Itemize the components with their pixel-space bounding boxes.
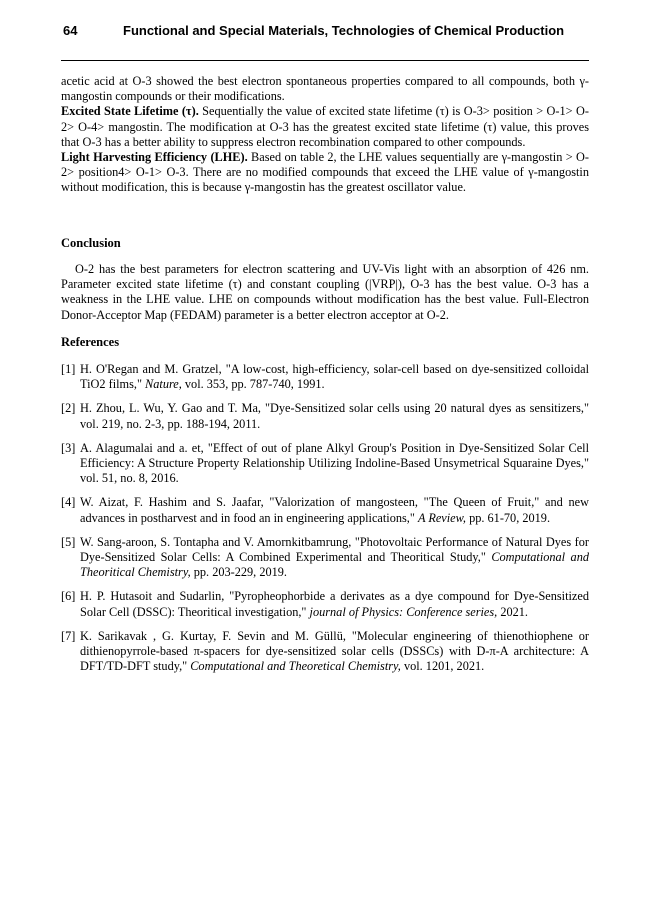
- reference-item: [61, 441, 589, 487]
- reference-number: [1]: [61, 362, 76, 376]
- page-number: 64: [63, 23, 78, 38]
- results-section: [61, 74, 589, 196]
- reference-number: [4]: [61, 495, 76, 510]
- reference-text: H. P. Hutasoit and Sudarlin, "Pyropheophorbide a derivates as a dye compound for Dye-Sensitized Solar Cell (DSSC): Theoritical investigation,": [80, 589, 589, 619]
- excited-state-text: Sequentially the value of excited state lifetime (τ) is O-3> position > O-1> O-2> O-4> mangostin. The modification at O-3 has the greatest excited state lifetime (τ) value, this proves that O-3 has a better ability to suppress electron recombination compared to other compounds.: [61, 104, 589, 149]
- reference-details: vol. 353, pp. 787-740, 1991.: [181, 377, 325, 392]
- header-rule: [61, 60, 589, 61]
- reference-venue: Computational and Theoritical Chemistry,: [80, 550, 589, 580]
- reference-number: [7]: [61, 628, 76, 643]
- conclusion-heading: Conclusion: [61, 236, 121, 250]
- lhe-title: Light Harvesting Efficiency (LHE).: [61, 150, 248, 165]
- reference-venue: journal of Physics: Conference series,: [309, 604, 498, 619]
- conclusion-paragraph: O-2 has the best parameters for electron scattering and UV-Vis light with an absorption of 426 nm. Parameter excited state lifetime (τ) and constant coupling (|VRP|), O-3 has the best value. O-3 has a weakness in the LHE value. LHE on compounds without modification has the best value. Full-Electron Donor-Acceptor Map (FEDAM) parameter is a better electron acceptor at O-2.: [61, 262, 589, 322]
- reference-details: vol. 1201, 2021.: [400, 659, 485, 674]
- intro-paragraph: acetic acid at O-3 showed the best electron spontaneous properties compared to all compounds, both γ-mangostin compounds or their modifications.: [61, 74, 589, 104]
- reference-item: [61, 629, 589, 675]
- reference-text: H. Zhou, L. Wu, Y. Gao and T. Ma, "Dye-Sensitized solar cells using 20 natural dyes as sensitizers," vol. 219, no. 2-3, pp. 188-194, 2011.: [80, 401, 589, 431]
- reference-list: [61, 362, 589, 683]
- excited-state-title: Excited State Lifetime (τ).: [61, 104, 199, 119]
- reference-item: [61, 495, 589, 525]
- reference-text: K. Sarikavak , G. Kurtay, F. Sevin and M. Güllü, "Molecular engineering of thienothiophene or dithienopyrrole-based π-spacers for dye-sensitized solar cells (DSSCs) with D-π-A architecture: A DFT/TD-DFT study,": [80, 628, 589, 674]
- reference-number: [3]: [61, 440, 76, 455]
- reference-details: pp. 61-70, 2019.: [466, 510, 551, 525]
- running-title: Functional and Special Materials, Technologies of Chemical Production: [123, 23, 565, 38]
- excited-state-paragraph: [61, 104, 589, 150]
- reference-venue: Nature,: [145, 377, 182, 392]
- reference-text: W. Sang-aroon, S. Tontapha and V. Amornkitbamrung, "Photovoltaic Performance of Natural Dyes for Dye-Sensitized Solar Cells: A Combined Experimental and Theoritical Study,": [80, 534, 589, 565]
- reference-item: [61, 535, 589, 581]
- reference-text: H. O'Regan and M. Gratzel, "A low-cost, high-efficiency, solar-cell based on dye-sensitized colloidal TiO2 films,": [80, 362, 589, 392]
- reference-details: pp. 203-229, 2019.: [190, 565, 287, 580]
- reference-item: [61, 362, 589, 392]
- lhe-paragraph: [61, 150, 589, 196]
- reference-item: [61, 401, 589, 431]
- reference-venue: Computational and Theoretical Chemistry,: [190, 659, 401, 674]
- reference-text: W. Aizat, F. Hashim and S. Jaafar, "Valorization of mangosteen, "The Queen of Fruit," and new advances in postharvest and in food an in engineering applications,": [80, 495, 589, 525]
- references-heading: References: [61, 335, 120, 349]
- lhe-text: Based on table 2, the LHE values sequentially are γ-mangostin > O-2> position4> O-1> O-3. There are no modified compounds that exceed the LHE value of γ-mangostin without modification, this is because γ-mangostin has the greatest oscillator value.: [61, 150, 589, 195]
- reference-item: [61, 589, 589, 619]
- reference-venue: A Review,: [417, 510, 466, 525]
- reference-number: [2]: [61, 401, 76, 416]
- reference-number: [5]: [61, 534, 76, 549]
- reference-details: 2021.: [497, 604, 529, 619]
- reference-text: A. Alagumalai and a. et, "Effect of out of plane Alkyl Group's Position in Dye-Sensitized Solar Cell Efficiency: A Structure Property Relationship Utilizing Indoline-Based Unsymetrical Squaraine Dyes," vol. 51, no. 8, 2016.: [80, 440, 589, 486]
- reference-number: [6]: [61, 589, 76, 604]
